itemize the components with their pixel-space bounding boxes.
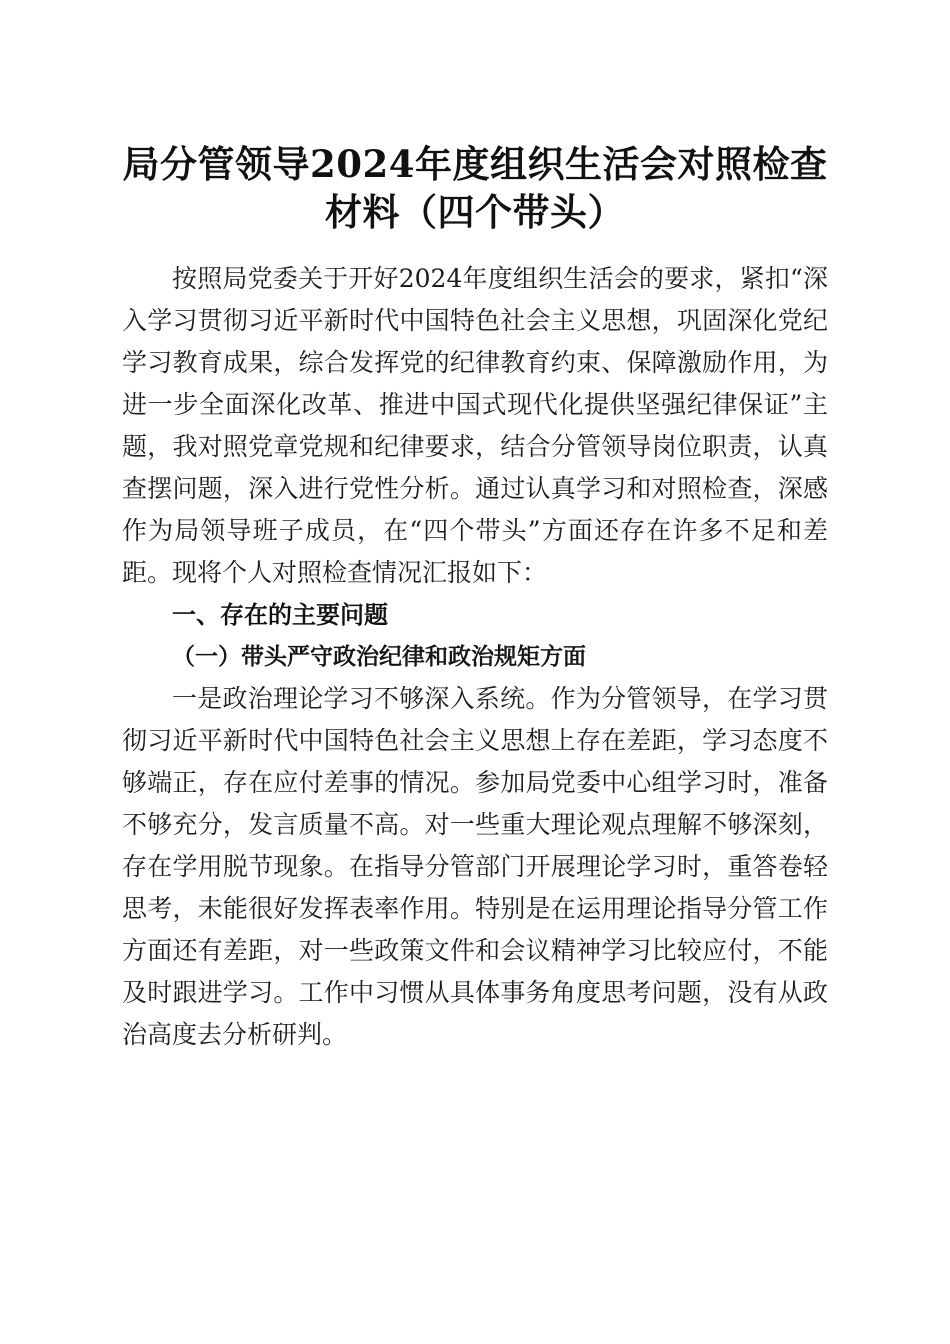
document-body bbox=[122, 258, 828, 1056]
point-paragraph: 一是政治理论学习不够深入系统。作为分管领导，在学习贯彻习近平新时代中国特色社会主义思想上存在差距，学习态度不够端正，存在应付差事的情况。参加局党委中心组学习时，准备不够充分，发言质量不高。对一些重大理论观点理解不够深刻，存在学用脱节现象。在指导分管部门开展理论学习时，重答卷轻思考，未能很好发挥表率作用。特别是在运用理论指导分管工作方面还有差距，对一些政策文件和会议精神学习比较应付，不能及时跟进学习。工作中习惯从具体事务角度思考问题，没有从政治高度去分析研判。 bbox=[122, 684, 828, 1049]
document-title: 局分管领导2024年度组织生活会对照检查材料（四个带头） bbox=[122, 142, 828, 234]
subsection-heading: （一）带头严守政治纪律和政治规矩方面 bbox=[172, 643, 586, 670]
section-heading: 一、存在的主要问题 bbox=[172, 601, 388, 629]
intro-paragraph: 按照局党委关于开好2024年度组织生活会的要求，紧扣“深入学习贯彻习近平新时代中国特色社会主义思想，巩固深化党纪学习教育成果，综合发挥党的纪律教育约束、保障激励作用，为进一步全面深化改革、推进中国式现代化提供坚强纪律保证”主题，我对照党章党规和纪律要求，结合分管领导岗位职责，认真查摆问题，深入进行党性分析。通过认真学习和对照检查，深感作为局领导班子成员，在“四个带头”方面还存在许多不足和差距。现将个人对照检查情况汇报如下： bbox=[122, 264, 828, 587]
